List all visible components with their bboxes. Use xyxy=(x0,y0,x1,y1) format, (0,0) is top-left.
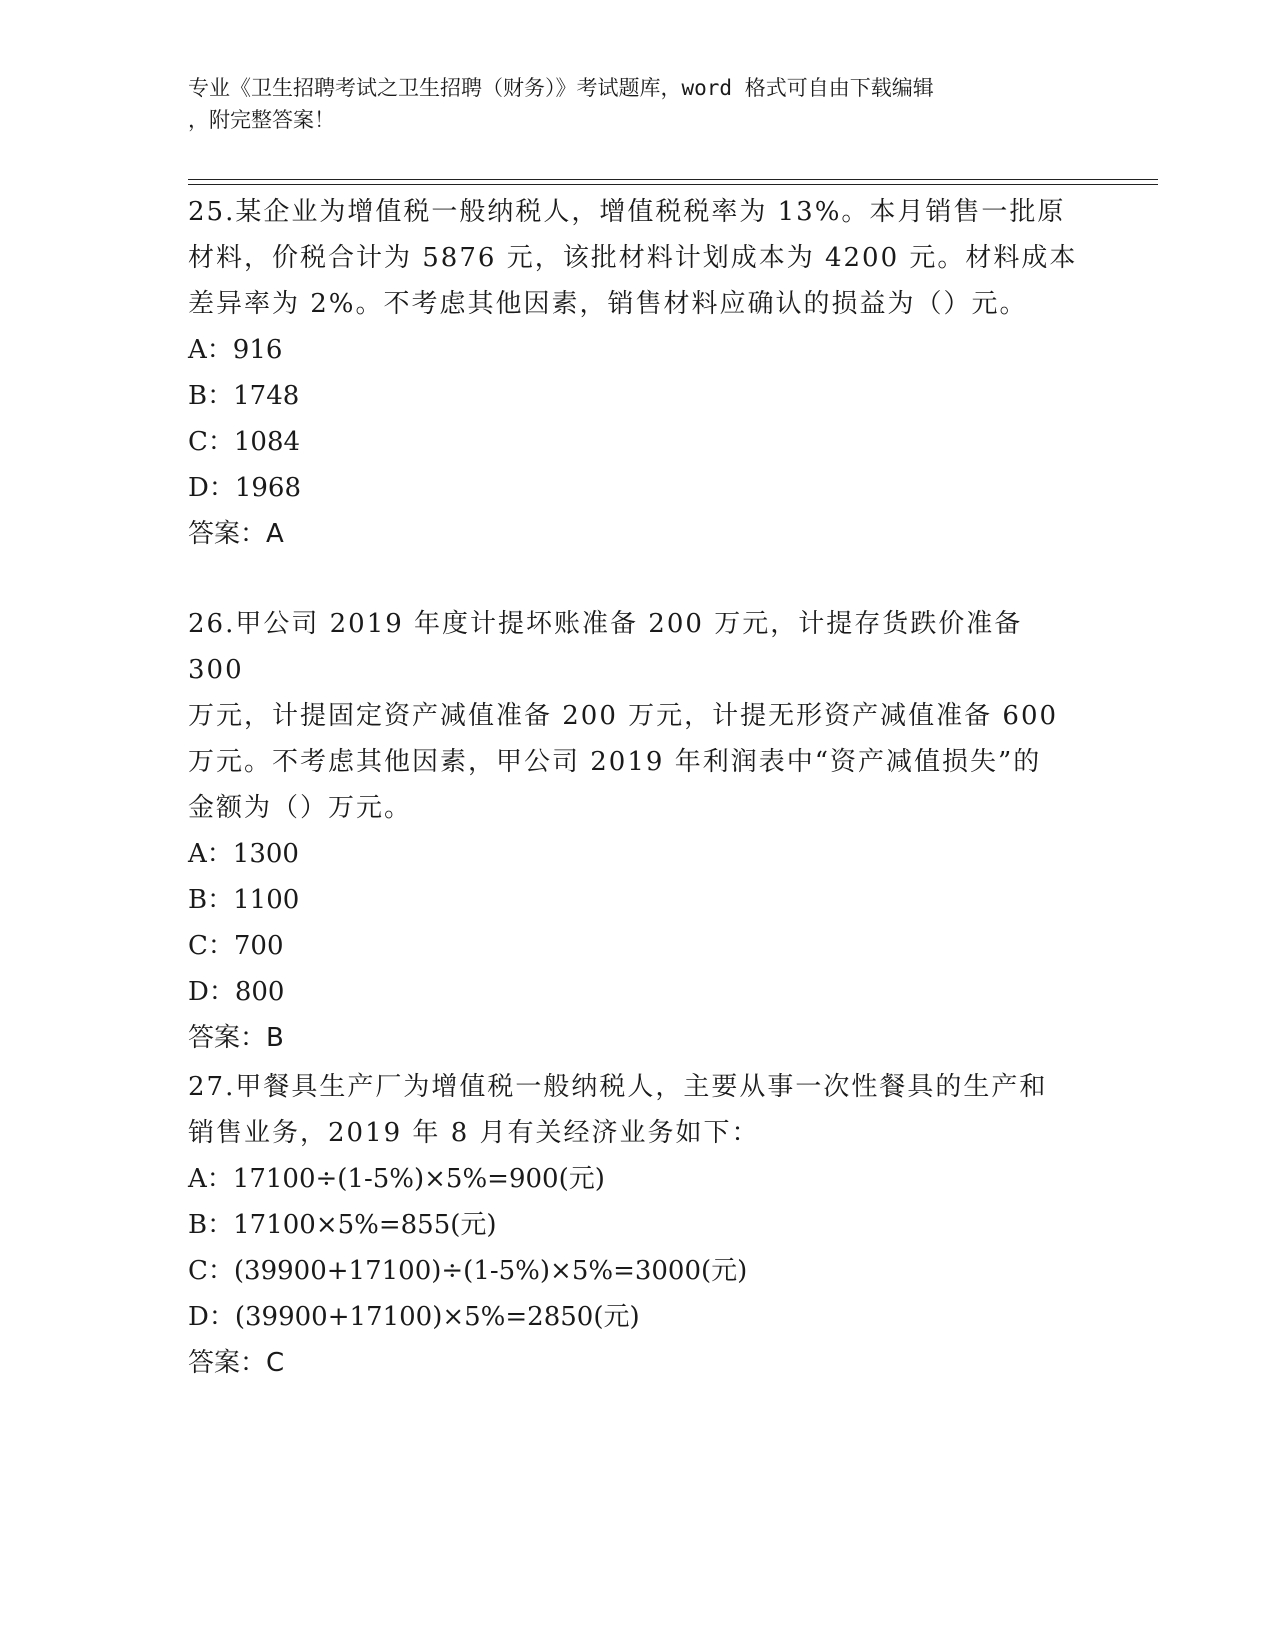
option-c: C：700 xyxy=(188,931,284,961)
question-26 xyxy=(188,601,1088,1061)
question-stem-line: 销售业务，2019 年 8 月有关经济业务如下： xyxy=(188,1118,760,1148)
document-header xyxy=(188,72,1068,136)
option-a: A：916 xyxy=(188,335,283,365)
header-line-2: ，附完整答案！ xyxy=(188,108,335,132)
question-stem-line: 26.甲公司 2019 年度计提坏账准备 200 万元，计提存货跌价准备 300 xyxy=(188,609,1023,685)
question-stem-line: 差异率为 2%。不考虑其他因素，销售材料应确认的损益为（）元。 xyxy=(188,289,1028,319)
header-divider-top xyxy=(188,179,1158,180)
question-stem-line: 27.甲餐具生产厂为增值税一般纳税人，主要从事一次性餐具的生产和 xyxy=(188,1072,1048,1102)
answer-line: 答案：B xyxy=(188,1023,284,1053)
option-a: A：1300 xyxy=(188,839,299,869)
header-divider-bottom xyxy=(188,184,1158,185)
answer-line: 答案：C xyxy=(188,1348,285,1378)
option-a: A：17100÷(1-5%)×5%=900(元) xyxy=(188,1164,605,1194)
question-27 xyxy=(188,1064,1088,1386)
option-c: C：1084 xyxy=(188,427,301,457)
option-d: D：800 xyxy=(188,977,285,1007)
question-stem-line: 金额为（）万元。 xyxy=(188,793,413,823)
option-b: B：1748 xyxy=(188,381,300,411)
option-d: D：(39900+17100)×5%=2850(元) xyxy=(188,1302,640,1332)
question-stem-line: 万元，计提固定资产减值准备 200 万元，计提无形资产减值准备 600 xyxy=(188,701,1059,731)
header-line-1: 专业《卫生招聘考试之卫生招聘（财务）》考试题库，word 格式可自由下载编辑 xyxy=(188,76,934,100)
question-25 xyxy=(188,189,1088,557)
question-stem-line: 25.某企业为增值税一般纳税人，增值税税率为 13%。本月销售一批原 xyxy=(188,197,1066,227)
option-b: B：1100 xyxy=(188,885,300,915)
answer-line: 答案：A xyxy=(188,519,284,549)
question-stem-line: 万元。不考虑其他因素，甲公司 2019 年利润表中“资产减值损失”的 xyxy=(188,747,1042,777)
option-c: C：(39900+17100)÷(1-5%)×5%=3000(元) xyxy=(188,1256,748,1286)
question-stem-line: 材料，价税合计为 5876 元，该批材料计划成本为 4200 元。材料成本 xyxy=(188,243,1078,273)
option-d: D：1968 xyxy=(188,473,302,503)
option-b: B：17100×5%=855(元) xyxy=(188,1210,497,1240)
